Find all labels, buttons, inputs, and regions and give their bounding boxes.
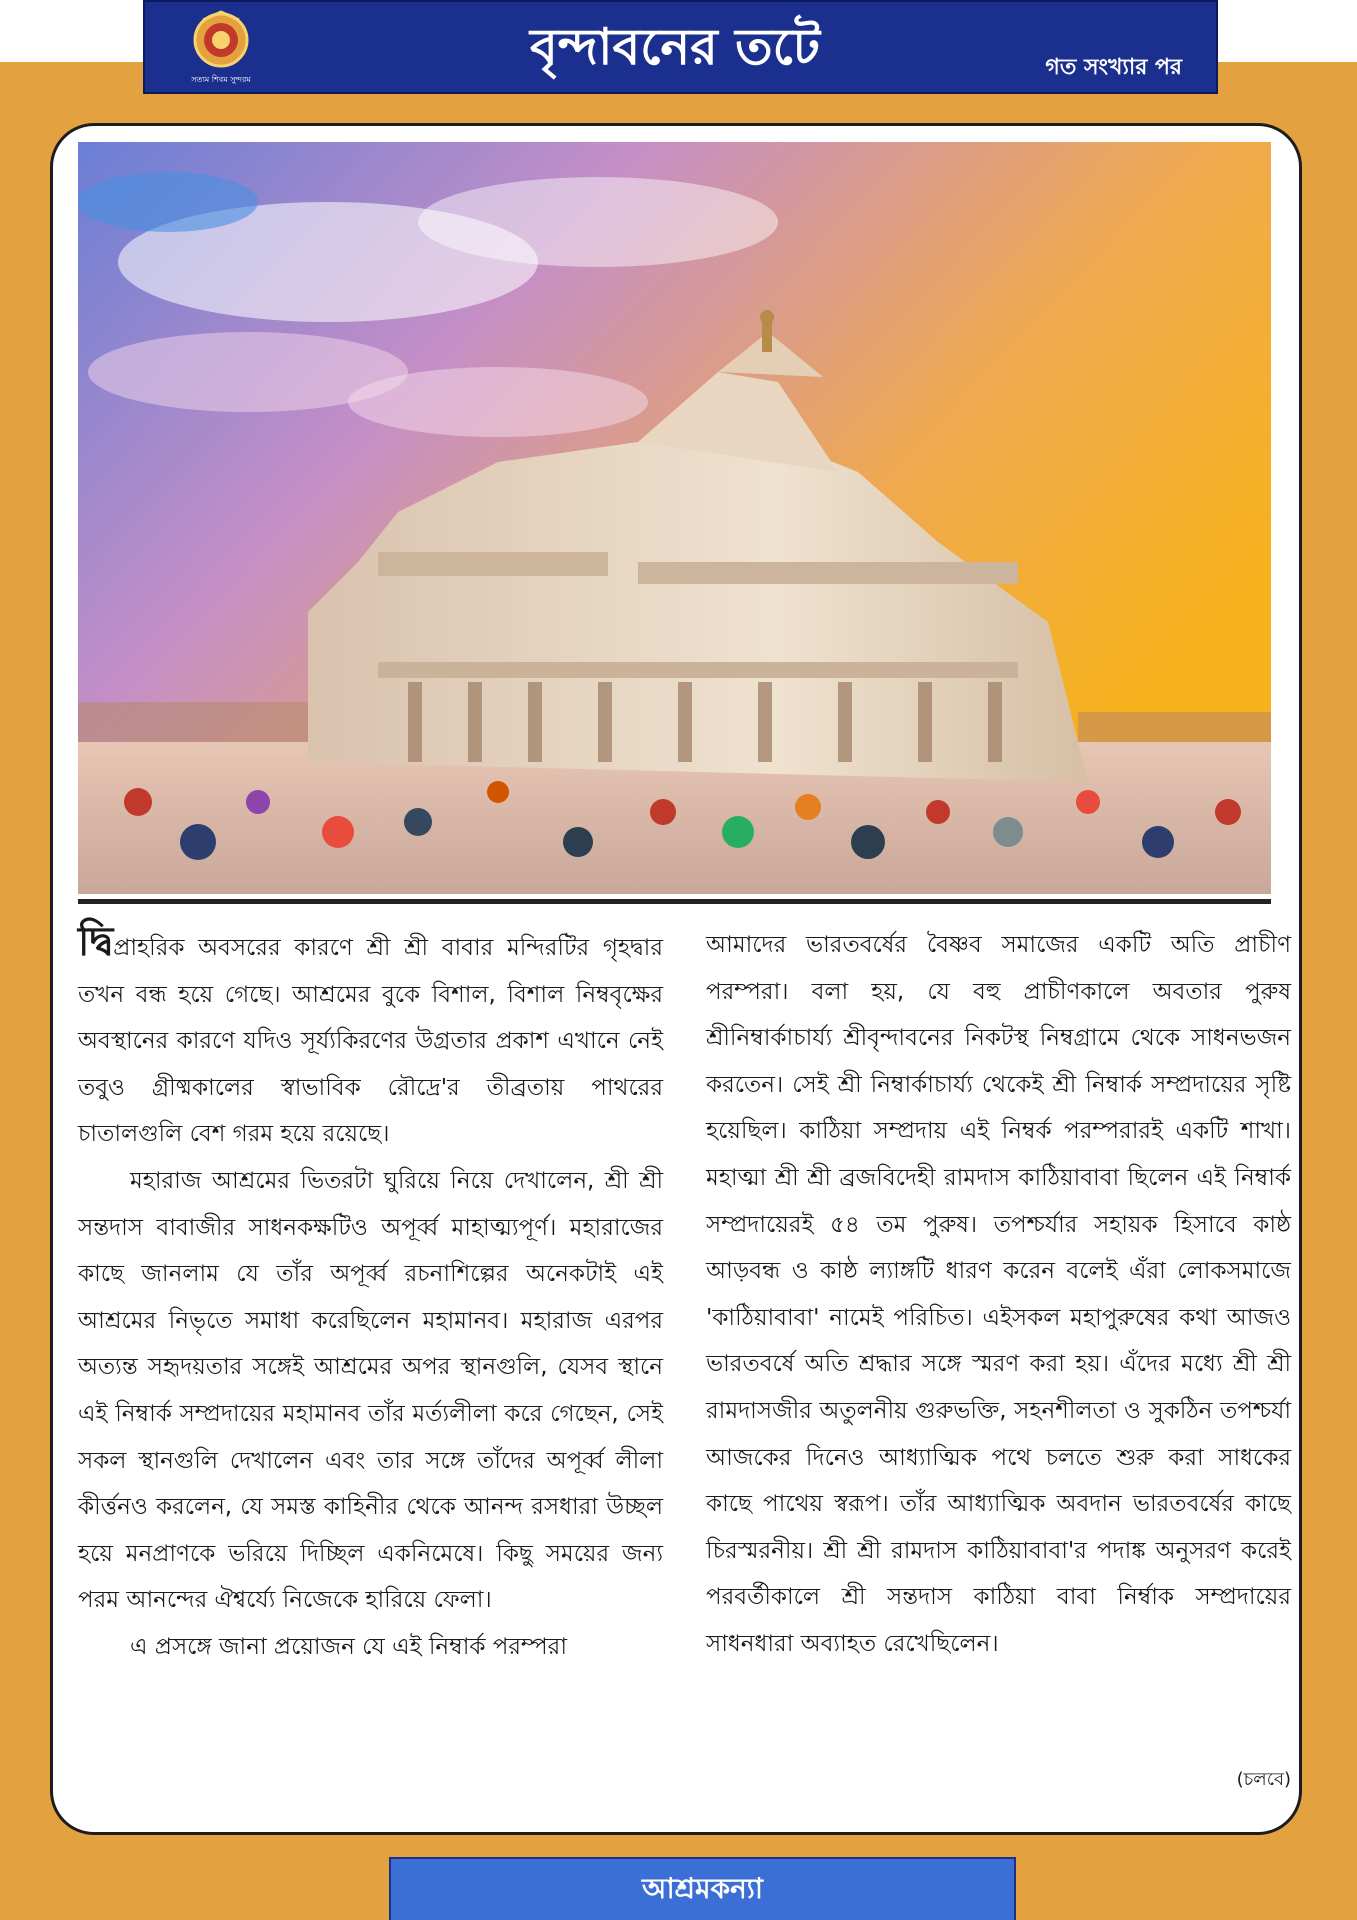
article-paragraph: মহারাজ আশ্রমের ভিতরটা ঘুরিয়ে নিয়ে দেখালেন, শ্রী শ্রী সন্তদাস বাবাজীর সাধনকক্ষটিও অপূর্ব্ব মাহাত্ম্যপূর্ণ। মহারাজের কাছে জানলাম যে তাঁর অপূর্ব্ব রচনাশিল্পের অনেকটাই এই আশ্রমের নিভৃতে সমাধা করেছিলেন মহামানব। মহারাজ এরপর অত্যন্ত সহৃদয়তার সঙ্গেই আশ্রমের অপর স্থানগুলি, যেসব স্থানে এই নিম্বার্ক সম্প্রদায়ের মহামানব তাঁর মর্ত্যলীলা করে গেছেন, সেই সকল স্থানগুলি দেখালেন এবং তার সঙ্গে তাঁদের অপূর্ব্ব লীলা কীর্ত্তনও করলেন, যে সমস্ত কাহিনীর থেকে আনন্দ রসধারা উচ্ছল হয়ে মনপ্রাণকে ভরিয়ে দিচ্ছিল একনিমেষে। কিছু সময়ের জন্য পরম আনন্দের ঐশ্বর্য্যে নিজেকে হারিয়ে ফেলা। [78, 1167, 663, 1614]
continued-note: (চলবে) [1236, 1769, 1291, 1791]
article-column-right [706, 922, 1291, 1802]
article-column-left [78, 919, 663, 1671]
paragraph-text: প্রাহরিক অবসরের কারণে শ্রী শ্রী বাবার মন্দিরটির গৃহদ্বার তখন বন্ধ হয়ে গেছে। আশ্রমের বুকে বিশাল, বিশাল নিম্ববৃক্ষের অবস্থানের কারণে যদিও সূর্য্যকিরণের উগ্রতার প্রকাশ এখানে নেই তবুও গ্রীষ্মকালের স্বাভাবিক রৌদ্রে'র তীব্রতায় পাথরের চাতালগুলি বেশ গরম হয়ে রয়েছে। [78, 935, 663, 1148]
page-title: বৃন্দাবনের তটে [530, 17, 820, 76]
header-banner [143, 0, 1218, 94]
article-paragraph: আমাদের ভারতবর্ষের বৈষ্ণব সমাজের একটি অতি প্রাচীণ পরম্পরা। বলা হয়, যে বহু প্রাচীণকালে অবতার পুরুষ শ্রীনিম্বার্কাচার্য্য শ্রীবৃন্দাবনের নিকটস্থ নিম্বগ্রামে থেকে সাধনভজন করতেন। সেই শ্রী নিম্বার্কাচার্য্য থেকেই শ্রী নিম্বার্ক সম্প্রদায়ের সৃষ্টি হয়েছিল। কাঠিয়া সম্প্রদায় এই নিম্বর্ক পরম্পরারই একটি শাখা। মহাত্মা শ্রী শ্রী ব্রজবিদেহী রামদাস কাঠিয়াবাবা ছিলেন এই নিম্বার্ক সম্প্রদায়েরই ৫৪ তম পুরুষ। তপশ্চর্যার সহায়ক হিসাবে কাষ্ঠ আড়বন্ধ ও কাষ্ঠ ল্যাঙ্গটি ধারণ করেন বলেই এঁরা লোকসমাজে 'কাঠিয়াবাবা' নামেই পরিচিত। এইসকল মহাপুরুষের কথা আজও ভারতবর্ষে অতি শ্রদ্ধার সঙ্গে স্মরণ করা হয়। এঁদের মধ্যে শ্রী শ্রী রামদাসজীর অতুলনীয় গুরুভক্তি, সহনশীলতা ও সুকঠিন তপশ্চর্যা আজকের দিনেও আধ্যাত্মিক পথে চলতে শুরু করা সাধকের কাছে পাথেয় স্বরূপ। তাঁর আধ্যাত্মিক অবদান ভারতবর্ষের কাছে চিরস্মরনীয়। শ্রী শ্রী রামদাস কাঠিয়াবাবা'র পদাঙ্ক অনুসরণ করেই পরবর্তীকালে শ্রী সন্তদাস কাঠিয়া বাবা নির্ম্বাক সম্প্রদায়ের সাধনধারা অব্যাহত রেখেছিলেন। [706, 932, 1291, 1657]
section-divider [78, 899, 1271, 904]
article-paragraph [78, 919, 663, 1158]
drop-cap: দ্বি [78, 919, 114, 965]
logo-caption: সত্যম শিবম সুন্দরম [191, 75, 251, 84]
footer-label: আশ্রমকন্যা [389, 1857, 1016, 1920]
ashram-logo [181, 10, 261, 88]
page-subtitle: গত সংখ্যার পর [1045, 55, 1182, 80]
article-paragraph: এ প্রসঙ্গে জানা প্রয়োজন যে এই নিম্বার্ক পরম্পরা [130, 1633, 568, 1660]
temple-photo [78, 142, 1271, 894]
